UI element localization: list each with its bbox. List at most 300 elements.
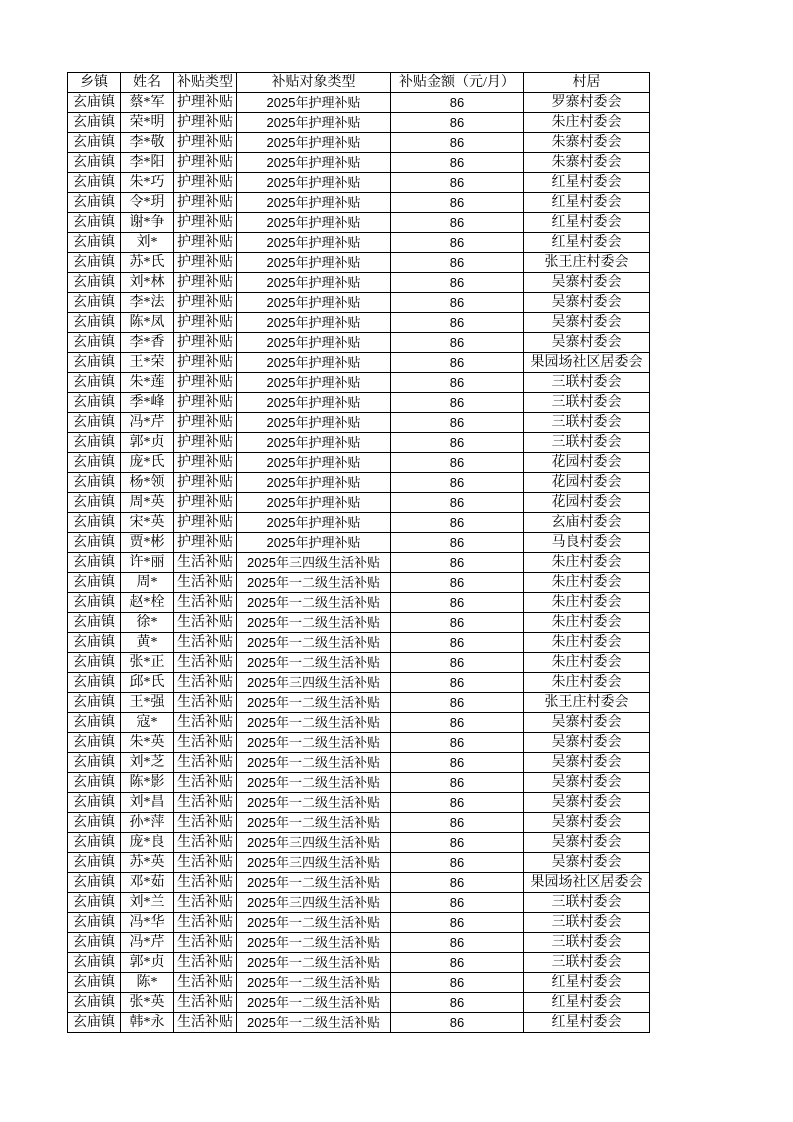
cell-name: 庞*氏 — [121, 453, 174, 473]
table-row — [68, 353, 650, 373]
cell-name: 令*玥 — [121, 193, 174, 213]
cell-village: 吴寨村委会 — [524, 733, 650, 753]
table-row — [68, 313, 650, 333]
cell-subsidy-amount: 86 — [391, 913, 524, 933]
cell-subsidy-target-type: 2025年三四级生活补贴 — [237, 833, 391, 853]
cell-name: 朱*莲 — [121, 373, 174, 393]
cell-name: 王*荣 — [121, 353, 174, 373]
cell-name: 刘*兰 — [121, 893, 174, 913]
cell-village: 红星村委会 — [524, 993, 650, 1013]
cell-village: 玄庙村委会 — [524, 513, 650, 533]
table-row — [68, 733, 650, 753]
table-row — [68, 153, 650, 173]
cell-township: 玄庙镇 — [68, 253, 121, 273]
cell-township: 玄庙镇 — [68, 473, 121, 493]
cell-village: 果园场社区居委会 — [524, 873, 650, 893]
cell-township: 玄庙镇 — [68, 633, 121, 653]
cell-village: 吴寨村委会 — [524, 273, 650, 293]
cell-village: 吴寨村委会 — [524, 293, 650, 313]
table-row — [68, 453, 650, 473]
cell-subsidy-target-type: 2025年三四级生活补贴 — [237, 853, 391, 873]
cell-township: 玄庙镇 — [68, 213, 121, 233]
cell-subsidy-amount: 86 — [391, 93, 524, 113]
cell-name: 刘*芝 — [121, 753, 174, 773]
cell-subsidy-amount: 86 — [391, 813, 524, 833]
cell-village: 朱庄村委会 — [524, 573, 650, 593]
cell-name: 蔡*军 — [121, 93, 174, 113]
table-row — [68, 713, 650, 733]
cell-name: 冯*华 — [121, 913, 174, 933]
header-subsidy-amount: 补贴金额（元/月） — [391, 73, 524, 93]
cell-name: 寇* — [121, 713, 174, 733]
cell-subsidy-type: 护理补贴 — [174, 473, 237, 493]
cell-subsidy-amount: 86 — [391, 133, 524, 153]
cell-township: 玄庙镇 — [68, 513, 121, 533]
cell-subsidy-target-type: 2025年一二级生活补贴 — [237, 993, 391, 1013]
cell-township: 玄庙镇 — [68, 693, 121, 713]
cell-village: 红星村委会 — [524, 233, 650, 253]
cell-village: 三联村委会 — [524, 433, 650, 453]
cell-village: 红星村委会 — [524, 213, 650, 233]
cell-subsidy-type: 生活补贴 — [174, 973, 237, 993]
cell-village: 吴寨村委会 — [524, 313, 650, 333]
cell-subsidy-amount: 86 — [391, 193, 524, 213]
cell-subsidy-type: 生活补贴 — [174, 633, 237, 653]
cell-name: 苏*氏 — [121, 253, 174, 273]
cell-name: 杨*领 — [121, 473, 174, 493]
table-row — [68, 413, 650, 433]
cell-township: 玄庙镇 — [68, 833, 121, 853]
cell-subsidy-type: 护理补贴 — [174, 513, 237, 533]
cell-township: 玄庙镇 — [68, 773, 121, 793]
cell-subsidy-amount: 86 — [391, 693, 524, 713]
cell-name: 季*峰 — [121, 393, 174, 413]
cell-subsidy-amount: 86 — [391, 313, 524, 333]
cell-subsidy-type: 生活补贴 — [174, 673, 237, 693]
cell-name: 李*法 — [121, 293, 174, 313]
table-row — [68, 273, 650, 293]
cell-township: 玄庙镇 — [68, 273, 121, 293]
cell-subsidy-amount: 86 — [391, 333, 524, 353]
cell-village: 吴寨村委会 — [524, 793, 650, 813]
cell-subsidy-type: 护理补贴 — [174, 173, 237, 193]
cell-subsidy-amount: 86 — [391, 893, 524, 913]
cell-subsidy-type: 生活补贴 — [174, 993, 237, 1013]
subsidy-table — [67, 72, 650, 1033]
cell-village: 三联村委会 — [524, 393, 650, 413]
cell-name: 赵*栓 — [121, 593, 174, 613]
cell-village: 红星村委会 — [524, 193, 650, 213]
cell-name: 张*正 — [121, 653, 174, 673]
cell-subsidy-amount: 86 — [391, 273, 524, 293]
cell-subsidy-target-type: 2025年一二级生活补贴 — [237, 653, 391, 673]
cell-subsidy-type: 护理补贴 — [174, 113, 237, 133]
cell-village: 吴寨村委会 — [524, 773, 650, 793]
cell-township: 玄庙镇 — [68, 533, 121, 553]
cell-township: 玄庙镇 — [68, 713, 121, 733]
table-row — [68, 213, 650, 233]
cell-subsidy-type: 护理补贴 — [174, 273, 237, 293]
cell-subsidy-amount: 86 — [391, 613, 524, 633]
header-subsidy-type: 补贴类型 — [174, 73, 237, 93]
cell-subsidy-amount: 86 — [391, 173, 524, 193]
cell-subsidy-type: 生活补贴 — [174, 953, 237, 973]
cell-subsidy-target-type: 2025年一二级生活补贴 — [237, 913, 391, 933]
table-row — [68, 493, 650, 513]
table-row — [68, 573, 650, 593]
cell-township: 玄庙镇 — [68, 813, 121, 833]
cell-subsidy-type: 生活补贴 — [174, 853, 237, 873]
cell-subsidy-type: 护理补贴 — [174, 213, 237, 233]
table-row — [68, 1013, 650, 1033]
table-row — [68, 133, 650, 153]
cell-subsidy-amount: 86 — [391, 453, 524, 473]
cell-subsidy-type: 生活补贴 — [174, 873, 237, 893]
cell-township: 玄庙镇 — [68, 933, 121, 953]
cell-village: 三联村委会 — [524, 373, 650, 393]
cell-subsidy-target-type: 2025年护理补贴 — [237, 353, 391, 373]
cell-subsidy-type: 生活补贴 — [174, 1013, 237, 1033]
cell-village: 张王庄村委会 — [524, 693, 650, 713]
cell-subsidy-amount: 86 — [391, 473, 524, 493]
cell-village: 三联村委会 — [524, 893, 650, 913]
cell-village: 吴寨村委会 — [524, 753, 650, 773]
cell-township: 玄庙镇 — [68, 593, 121, 613]
cell-subsidy-type: 生活补贴 — [174, 793, 237, 813]
cell-name: 王*强 — [121, 693, 174, 713]
cell-subsidy-type: 护理补贴 — [174, 353, 237, 373]
cell-name: 冯*芹 — [121, 933, 174, 953]
table-row — [68, 93, 650, 113]
cell-subsidy-target-type: 2025年一二级生活补贴 — [237, 973, 391, 993]
cell-name: 李*阳 — [121, 153, 174, 173]
cell-subsidy-amount: 86 — [391, 873, 524, 893]
cell-township: 玄庙镇 — [68, 673, 121, 693]
table-row — [68, 933, 650, 953]
cell-village: 吴寨村委会 — [524, 833, 650, 853]
cell-subsidy-target-type: 2025年一二级生活补贴 — [237, 693, 391, 713]
table-row — [68, 233, 650, 253]
cell-subsidy-target-type: 2025年护理补贴 — [237, 513, 391, 533]
header-subsidy-target-type: 补贴对象类型 — [237, 73, 391, 93]
cell-subsidy-amount: 86 — [391, 393, 524, 413]
cell-subsidy-target-type: 2025年护理补贴 — [237, 293, 391, 313]
cell-name: 冯*芹 — [121, 413, 174, 433]
cell-subsidy-type: 生活补贴 — [174, 593, 237, 613]
cell-subsidy-amount: 86 — [391, 953, 524, 973]
cell-subsidy-type: 护理补贴 — [174, 133, 237, 153]
cell-village: 三联村委会 — [524, 953, 650, 973]
cell-village: 朱寨村委会 — [524, 133, 650, 153]
cell-subsidy-amount: 86 — [391, 233, 524, 253]
cell-subsidy-target-type: 2025年一二级生活补贴 — [237, 613, 391, 633]
cell-subsidy-type: 生活补贴 — [174, 613, 237, 633]
cell-subsidy-amount: 86 — [391, 1013, 524, 1033]
cell-subsidy-amount: 86 — [391, 993, 524, 1013]
cell-subsidy-target-type: 2025年护理补贴 — [237, 533, 391, 553]
cell-subsidy-type: 生活补贴 — [174, 693, 237, 713]
cell-name: 郭*贞 — [121, 433, 174, 453]
cell-subsidy-target-type: 2025年护理补贴 — [237, 393, 391, 413]
cell-township: 玄庙镇 — [68, 93, 121, 113]
cell-subsidy-type: 护理补贴 — [174, 493, 237, 513]
cell-village: 罗寨村委会 — [524, 93, 650, 113]
table-row — [68, 993, 650, 1013]
cell-township: 玄庙镇 — [68, 413, 121, 433]
cell-township: 玄庙镇 — [68, 453, 121, 473]
cell-subsidy-type: 护理补贴 — [174, 233, 237, 253]
header-village: 村居 — [524, 73, 650, 93]
cell-subsidy-amount: 86 — [391, 433, 524, 453]
cell-subsidy-target-type: 2025年护理补贴 — [237, 213, 391, 233]
cell-subsidy-target-type: 2025年护理补贴 — [237, 233, 391, 253]
cell-village: 花园村委会 — [524, 493, 650, 513]
table-body — [68, 93, 650, 1033]
cell-village: 朱庄村委会 — [524, 633, 650, 653]
table-row — [68, 913, 650, 933]
cell-subsidy-amount: 86 — [391, 493, 524, 513]
cell-township: 玄庙镇 — [68, 233, 121, 253]
cell-subsidy-target-type: 2025年护理补贴 — [237, 333, 391, 353]
cell-subsidy-amount: 86 — [391, 553, 524, 573]
cell-township: 玄庙镇 — [68, 853, 121, 873]
cell-subsidy-amount: 86 — [391, 533, 524, 553]
cell-subsidy-amount: 86 — [391, 253, 524, 273]
table-row — [68, 833, 650, 853]
cell-subsidy-amount: 86 — [391, 833, 524, 853]
cell-name: 宋*英 — [121, 513, 174, 533]
cell-name: 朱*英 — [121, 733, 174, 753]
cell-subsidy-type: 生活补贴 — [174, 753, 237, 773]
cell-township: 玄庙镇 — [68, 613, 121, 633]
table-row — [68, 613, 650, 633]
cell-subsidy-type: 护理补贴 — [174, 253, 237, 273]
cell-subsidy-type: 护理补贴 — [174, 293, 237, 313]
cell-subsidy-type: 护理补贴 — [174, 93, 237, 113]
cell-village: 朱庄村委会 — [524, 553, 650, 573]
cell-subsidy-target-type: 2025年一二级生活补贴 — [237, 713, 391, 733]
cell-subsidy-amount: 86 — [391, 633, 524, 653]
cell-village: 马良村委会 — [524, 533, 650, 553]
cell-name: 陈*凤 — [121, 313, 174, 333]
cell-subsidy-amount: 86 — [391, 853, 524, 873]
cell-village: 朱寨村委会 — [524, 153, 650, 173]
cell-subsidy-type: 护理补贴 — [174, 313, 237, 333]
cell-subsidy-target-type: 2025年一二级生活补贴 — [237, 753, 391, 773]
cell-village: 吴寨村委会 — [524, 333, 650, 353]
cell-subsidy-target-type: 2025年一二级生活补贴 — [237, 953, 391, 973]
cell-subsidy-target-type: 2025年三四级生活补贴 — [237, 553, 391, 573]
cell-village: 朱庄村委会 — [524, 653, 650, 673]
cell-subsidy-target-type: 2025年护理补贴 — [237, 413, 391, 433]
table-row — [68, 953, 650, 973]
cell-subsidy-type: 生活补贴 — [174, 733, 237, 753]
cell-township: 玄庙镇 — [68, 573, 121, 593]
cell-subsidy-target-type: 2025年三四级生活补贴 — [237, 893, 391, 913]
cell-village: 花园村委会 — [524, 473, 650, 493]
cell-name: 陈*影 — [121, 773, 174, 793]
cell-village: 三联村委会 — [524, 913, 650, 933]
cell-township: 玄庙镇 — [68, 753, 121, 773]
cell-village: 果园场社区居委会 — [524, 353, 650, 373]
table-row — [68, 373, 650, 393]
cell-village: 花园村委会 — [524, 453, 650, 473]
cell-subsidy-target-type: 2025年护理补贴 — [237, 313, 391, 333]
cell-township: 玄庙镇 — [68, 493, 121, 513]
table-row — [68, 473, 650, 493]
cell-subsidy-amount: 86 — [391, 673, 524, 693]
cell-name: 许*丽 — [121, 553, 174, 573]
cell-subsidy-amount: 86 — [391, 753, 524, 773]
cell-subsidy-type: 护理补贴 — [174, 413, 237, 433]
cell-subsidy-type: 生活补贴 — [174, 813, 237, 833]
cell-subsidy-target-type: 2025年护理补贴 — [237, 373, 391, 393]
table-row — [68, 293, 650, 313]
table-row — [68, 853, 650, 873]
cell-subsidy-target-type: 2025年护理补贴 — [237, 193, 391, 213]
table-row — [68, 513, 650, 533]
cell-name: 朱*巧 — [121, 173, 174, 193]
cell-subsidy-amount: 86 — [391, 213, 524, 233]
cell-name: 徐* — [121, 613, 174, 633]
cell-subsidy-amount: 86 — [391, 113, 524, 133]
cell-subsidy-amount: 86 — [391, 733, 524, 753]
cell-subsidy-type: 生活补贴 — [174, 713, 237, 733]
table-row — [68, 893, 650, 913]
cell-subsidy-target-type: 2025年一二级生活补贴 — [237, 933, 391, 953]
cell-subsidy-amount: 86 — [391, 593, 524, 613]
cell-subsidy-type: 生活补贴 — [174, 553, 237, 573]
cell-township: 玄庙镇 — [68, 893, 121, 913]
cell-township: 玄庙镇 — [68, 313, 121, 333]
cell-village: 吴寨村委会 — [524, 853, 650, 873]
cell-subsidy-target-type: 2025年一二级生活补贴 — [237, 813, 391, 833]
cell-name: 庞*良 — [121, 833, 174, 853]
cell-name: 刘*昌 — [121, 793, 174, 813]
cell-village: 吴寨村委会 — [524, 813, 650, 833]
cell-name: 谢*争 — [121, 213, 174, 233]
cell-township: 玄庙镇 — [68, 553, 121, 573]
cell-subsidy-amount: 86 — [391, 293, 524, 313]
cell-subsidy-target-type: 2025年护理补贴 — [237, 173, 391, 193]
cell-subsidy-target-type: 2025年一二级生活补贴 — [237, 633, 391, 653]
cell-township: 玄庙镇 — [68, 153, 121, 173]
table-row — [68, 673, 650, 693]
table-row — [68, 813, 650, 833]
cell-subsidy-target-type: 2025年护理补贴 — [237, 113, 391, 133]
cell-name: 荣*明 — [121, 113, 174, 133]
cell-name: 邱*氏 — [121, 673, 174, 693]
cell-name: 黄* — [121, 633, 174, 653]
cell-subsidy-amount: 86 — [391, 933, 524, 953]
table-row — [68, 113, 650, 133]
table-row — [68, 873, 650, 893]
cell-township: 玄庙镇 — [68, 193, 121, 213]
cell-subsidy-type: 生活补贴 — [174, 653, 237, 673]
cell-name: 李*香 — [121, 333, 174, 353]
cell-township: 玄庙镇 — [68, 1013, 121, 1033]
cell-subsidy-amount: 86 — [391, 653, 524, 673]
cell-subsidy-amount: 86 — [391, 713, 524, 733]
cell-village: 红星村委会 — [524, 973, 650, 993]
table-row — [68, 633, 650, 653]
cell-village: 三联村委会 — [524, 933, 650, 953]
cell-township: 玄庙镇 — [68, 353, 121, 373]
cell-name: 张*英 — [121, 993, 174, 1013]
cell-township: 玄庙镇 — [68, 373, 121, 393]
cell-subsidy-type: 护理补贴 — [174, 453, 237, 473]
cell-subsidy-target-type: 2025年护理补贴 — [237, 153, 391, 173]
cell-subsidy-target-type: 2025年一二级生活补贴 — [237, 873, 391, 893]
cell-township: 玄庙镇 — [68, 953, 121, 973]
table-row — [68, 193, 650, 213]
cell-subsidy-target-type: 2025年护理补贴 — [237, 133, 391, 153]
table-header — [68, 73, 650, 93]
cell-subsidy-target-type: 2025年一二级生活补贴 — [237, 593, 391, 613]
cell-township: 玄庙镇 — [68, 433, 121, 453]
table-row — [68, 393, 650, 413]
cell-township: 玄庙镇 — [68, 873, 121, 893]
cell-subsidy-amount: 86 — [391, 973, 524, 993]
table-row — [68, 253, 650, 273]
cell-name: 刘*林 — [121, 273, 174, 293]
cell-subsidy-amount: 86 — [391, 373, 524, 393]
cell-subsidy-target-type: 2025年护理补贴 — [237, 473, 391, 493]
cell-township: 玄庙镇 — [68, 113, 121, 133]
table-row — [68, 433, 650, 453]
cell-name: 郭*贞 — [121, 953, 174, 973]
cell-township: 玄庙镇 — [68, 993, 121, 1013]
cell-subsidy-target-type: 2025年护理补贴 — [237, 453, 391, 473]
cell-township: 玄庙镇 — [68, 133, 121, 153]
cell-subsidy-type: 护理补贴 — [174, 193, 237, 213]
cell-subsidy-type: 护理补贴 — [174, 433, 237, 453]
cell-subsidy-amount: 86 — [391, 513, 524, 533]
cell-name: 贾*彬 — [121, 533, 174, 553]
cell-name: 孙*萍 — [121, 813, 174, 833]
cell-subsidy-type: 护理补贴 — [174, 533, 237, 553]
table-row — [68, 773, 650, 793]
table-row — [68, 173, 650, 193]
cell-name: 刘* — [121, 233, 174, 253]
header-name: 姓名 — [121, 73, 174, 93]
cell-subsidy-type: 生活补贴 — [174, 893, 237, 913]
cell-subsidy-amount: 86 — [391, 793, 524, 813]
cell-subsidy-target-type: 2025年三四级生活补贴 — [237, 673, 391, 693]
cell-subsidy-target-type: 2025年一二级生活补贴 — [237, 1013, 391, 1033]
cell-subsidy-target-type: 2025年护理补贴 — [237, 493, 391, 513]
cell-subsidy-target-type: 2025年一二级生活补贴 — [237, 573, 391, 593]
cell-name: 陈* — [121, 973, 174, 993]
cell-subsidy-target-type: 2025年一二级生活补贴 — [237, 733, 391, 753]
cell-village: 朱庄村委会 — [524, 613, 650, 633]
cell-village: 朱庄村委会 — [524, 673, 650, 693]
cell-name: 邓*茹 — [121, 873, 174, 893]
cell-township: 玄庙镇 — [68, 333, 121, 353]
cell-name: 李*敬 — [121, 133, 174, 153]
cell-township: 玄庙镇 — [68, 293, 121, 313]
table-row — [68, 553, 650, 573]
cell-township: 玄庙镇 — [68, 173, 121, 193]
cell-village: 朱庄村委会 — [524, 593, 650, 613]
cell-township: 玄庙镇 — [68, 653, 121, 673]
cell-subsidy-amount: 86 — [391, 413, 524, 433]
cell-village: 三联村委会 — [524, 413, 650, 433]
cell-subsidy-type: 生活补贴 — [174, 913, 237, 933]
cell-subsidy-type: 生活补贴 — [174, 833, 237, 853]
header-row — [68, 73, 650, 93]
cell-village: 红星村委会 — [524, 173, 650, 193]
